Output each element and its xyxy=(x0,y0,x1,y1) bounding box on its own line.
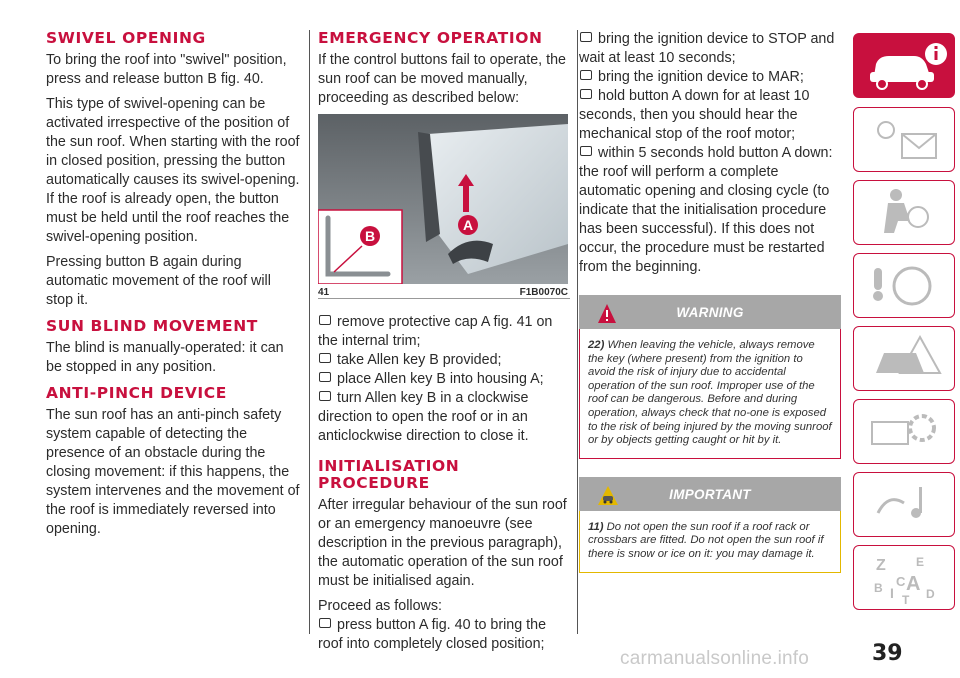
watermark: carmanualsonline.info xyxy=(620,648,810,669)
checkbox-bullet-icon xyxy=(580,70,592,80)
important-body xyxy=(579,511,841,573)
index-letter: Z xyxy=(876,557,886,574)
list-item: turn Allen key B in a clockwise direction to open the roof or in an anticlockwise direction to close it. xyxy=(318,390,529,444)
checkbox-bullet-icon xyxy=(319,353,331,363)
index-letter: T xyxy=(902,593,910,607)
index-letter: D xyxy=(926,587,935,601)
heading-anti-pinch: ANTI-PINCH DEVICE xyxy=(46,384,227,402)
car-info-icon xyxy=(854,34,954,96)
paragraph: If the control buttons fail to operate, the sun roof can be moved manually, proceeding as described below: xyxy=(318,52,566,106)
tab-car-info[interactable] xyxy=(853,33,955,98)
dashboard-lights-icon xyxy=(854,108,954,170)
page-number: 39 xyxy=(872,641,903,666)
list-item: take Allen key B provided; xyxy=(318,351,570,370)
column-3 xyxy=(579,30,841,573)
column-2 xyxy=(318,30,570,654)
heading-swivel-opening: SWIVEL OPENING xyxy=(46,29,206,47)
tab-multimedia[interactable] xyxy=(853,472,955,537)
list-item: within 5 seconds hold button A down: the roof will perform a complete automatic opening and closing cycle (to indicate that the initialisation procedure has been successful). If this does not occur, the procedure must be restarted from the beginning. xyxy=(579,145,833,275)
column-1 xyxy=(46,30,300,545)
list-item: place Allen key B into housing A; xyxy=(318,370,570,389)
list-item: bring the ignition device to STOP and wait at least 10 seconds; xyxy=(579,31,835,66)
checkbox-bullet-icon xyxy=(319,391,331,401)
warning-number: 22) xyxy=(588,339,605,351)
paragraph: The blind is manually-operated: it can be stopped in any position. xyxy=(46,340,284,375)
checkbox-bullet-icon xyxy=(580,32,592,42)
warning-header xyxy=(579,295,841,329)
paragraph: The sun roof has an anti-pinch safety system capable of detecting the presence of an obstacle during the closing movement: if this happens, the system intervenes and the movement of the roof is immediately reversed into opening. xyxy=(46,407,300,537)
list-item: bring the ignition device to MAR; xyxy=(579,68,841,87)
checkbox-bullet-icon xyxy=(580,146,592,156)
index-letter: C xyxy=(896,574,906,589)
checkbox-bullet-icon xyxy=(319,618,331,628)
maintenance-icon xyxy=(854,400,954,462)
list-item: hold button A down for at least 10 seconds, then you should hear the mechanical stop of the roof motor; xyxy=(579,88,810,142)
tab-starting-driving[interactable] xyxy=(853,253,955,318)
paragraph: To bring the roof into "swivel" position, press and release button B fig. 40. xyxy=(46,52,287,87)
list-item: remove protective cap A fig. 41 on the internal trim; xyxy=(318,314,553,349)
index-letter: A xyxy=(906,573,921,595)
label-a: A xyxy=(462,217,474,233)
safety-icon xyxy=(854,181,954,243)
paragraph: After irregular behaviour of the sun roof or an emergency manoeuvre (see description in the previous paragraph), the automatic operation of the sun roof must be initialised again. xyxy=(318,497,567,589)
important-header xyxy=(579,477,841,511)
important-text: Do not open the sun roof if a roof rack or crossbars are fitted. Do not open the sun roof if there is snow or ice on it: you may damage it. xyxy=(588,520,824,560)
column-divider-1 xyxy=(309,30,310,634)
figure-number: 41 xyxy=(318,287,330,298)
label-b: B xyxy=(364,228,376,244)
checkbox-bullet-icon xyxy=(319,315,331,325)
paragraph: Proceed as follows: xyxy=(318,598,442,614)
starting-driving-icon xyxy=(854,254,954,316)
paragraph: Pressing button B again during automatic movement of the roof will stop it. xyxy=(46,254,271,308)
heading-emergency-operation: EMERGENCY OPERATION xyxy=(318,29,543,47)
checkbox-bullet-icon xyxy=(319,372,331,382)
index-icon xyxy=(854,546,954,608)
emergency-icon xyxy=(854,327,954,389)
warning-text: When leaving the vehicle, always remove the key (where present) from the ignition to avoid the risk of injury due to accidental operation of the sun roof. Improper use of the roof can be dangerous. Before and during operation, always check that no-one is exposed to the risk of being injured by the moving sunroof or by objects getting caught or hit by it. xyxy=(588,339,832,447)
tab-emergency[interactable] xyxy=(853,326,955,391)
figure-caption xyxy=(318,284,570,299)
figure-41 xyxy=(318,114,568,284)
important-number: 11) xyxy=(588,520,604,533)
heading-initialisation: INITIALISATION PROCEDURE xyxy=(318,457,460,492)
important-title: IMPORTANT xyxy=(669,486,751,502)
paragraph: This type of swivel-opening can be activated irrespective of the position of the sun roof. When starting with the roof in closed position, pressing the button automatically causes its swivel-opening. If the roof is already open, the button must be held until the roof reaches the swivel-opening position. xyxy=(46,96,300,245)
warning-title: WARNING xyxy=(676,305,744,320)
index-letter: E xyxy=(916,555,925,569)
checkbox-bullet-icon xyxy=(580,89,592,99)
index-letter: I xyxy=(890,585,894,601)
tab-safety[interactable] xyxy=(853,180,955,245)
multimedia-icon xyxy=(854,473,954,535)
column-divider-2 xyxy=(577,30,578,634)
list-item: press button A fig. 40 to bring the roof into completely closed position; xyxy=(318,617,547,652)
warning-body xyxy=(579,329,841,459)
figure-code: F1B0070C xyxy=(519,287,568,298)
tab-maintenance[interactable] xyxy=(853,399,955,464)
sunroof-illustration xyxy=(318,114,568,284)
tab-index[interactable] xyxy=(853,545,955,610)
tab-dashboard[interactable] xyxy=(853,107,955,172)
index-letter: B xyxy=(874,581,883,595)
heading-sun-blind: SUN BLIND MOVEMENT xyxy=(46,317,258,335)
